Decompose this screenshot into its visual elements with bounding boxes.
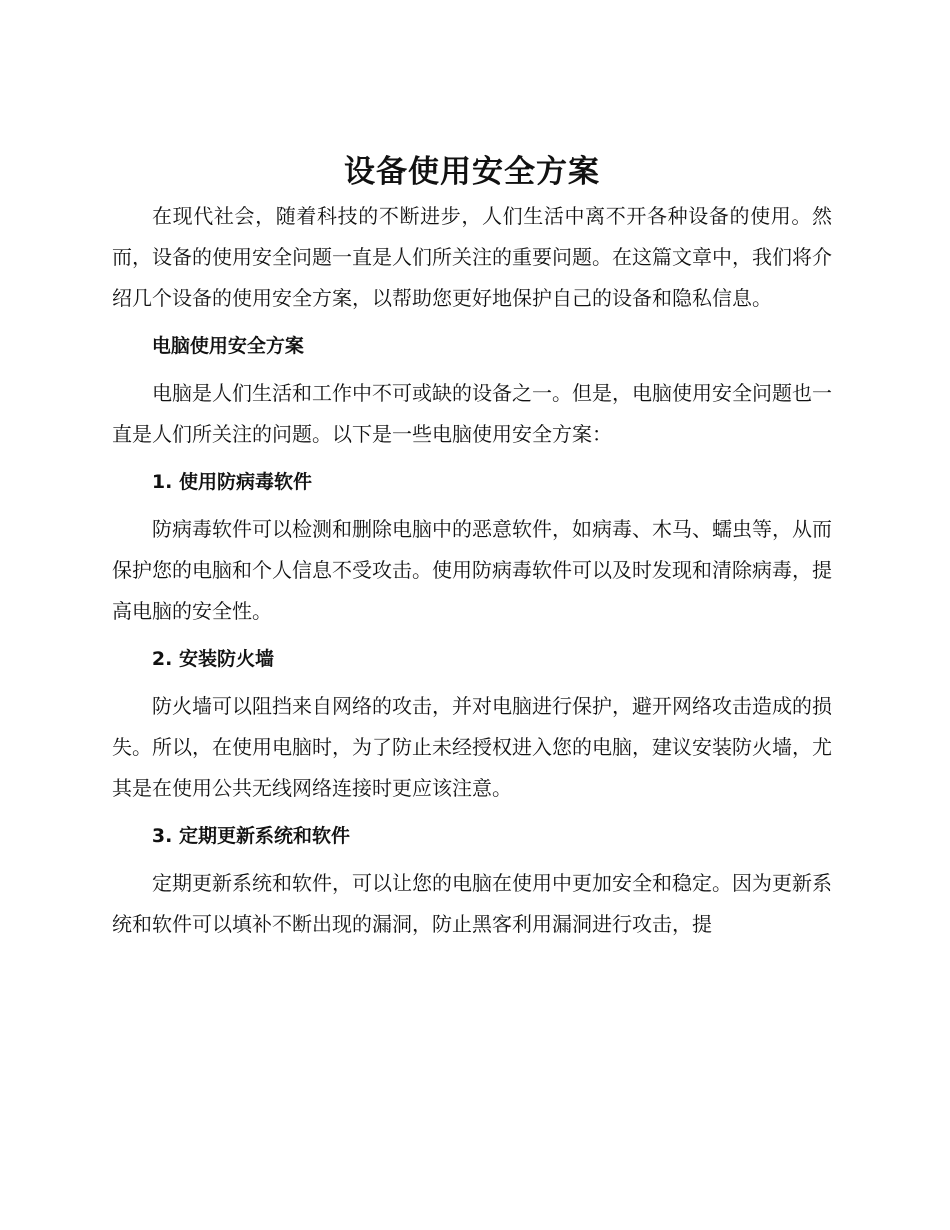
section-firewall [112,644,832,809]
section-updates [112,821,832,945]
section-paragraph: 防病毒软件可以检测和删除电脑中的恶意软件，如病毒、木马、蠕虫等，从而保护您的电脑和个人信息不受攻击。使用防病毒软件可以及时发现和清除病毒，提高电脑的安全性。 [112,517,832,623]
section-paragraph: 定期更新系统和软件，可以让您的电脑在使用中更加安全和稳定。因为更新系统和软件可以填补不断出现的漏洞，防止黑客利用漏洞进行攻击，提 [112,871,832,936]
section-computer-security [112,331,832,455]
intro-paragraph: 在现代社会，随着科技的不断进步，人们生活中离不开各种设备的使用。然而，设备的使用安全问题一直是人们所关注的重要问题。在这篇文章中，我们将介绍几个设备的使用安全方案，以帮助您更好地保护自己的设备和隐私信息。 [112,204,832,310]
section-heading: 2. 安装防火墙 [151,648,274,670]
section-heading: 电脑使用安全方案 [151,335,304,357]
section-paragraph: 防火墙可以阻挡来自网络的攻击，并对电脑进行保护，避开网络攻击造成的损失。所以，在使用电脑时，为了防止未经授权进入您的电脑，建议安装防火墙，尤其是在使用公共无线网络连接时更应该注意。 [112,694,832,800]
section-antivirus [112,467,832,632]
section-heading: 3. 定期更新系统和软件 [151,825,350,847]
document-page [112,150,832,945]
document-title: 设备使用安全方案 [344,154,600,190]
section-heading: 1. 使用防病毒软件 [151,471,312,493]
section-paragraph: 电脑是人们生活和工作中不可或缺的设备之一。但是，电脑使用安全问题也一直是人们所关注的问题。以下是一些电脑使用安全方案： [112,381,832,446]
